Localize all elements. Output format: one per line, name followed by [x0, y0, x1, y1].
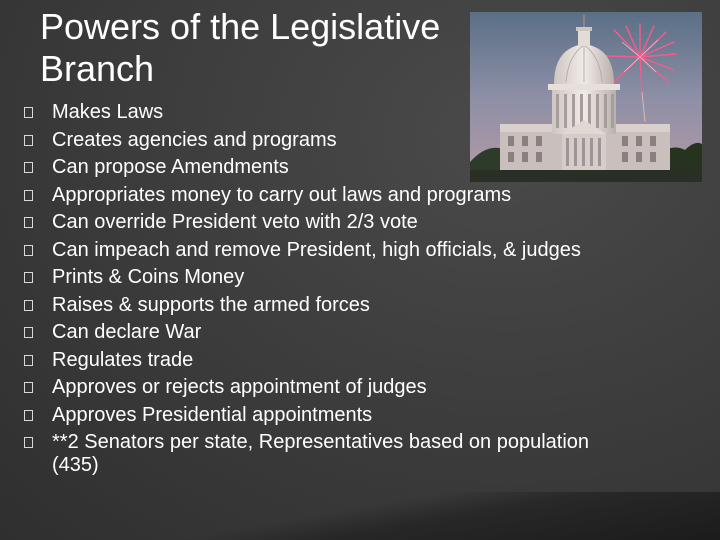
bullet-icon: [24, 327, 33, 338]
list-item: [24, 349, 604, 372]
bullet-text: Creates agencies and programs: [52, 128, 337, 151]
bullet-icon: [24, 272, 33, 283]
bullet-text: Can impeach and remove President, high officials, & judges: [52, 238, 581, 261]
bullet-text: Raises & supports the armed forces: [52, 293, 370, 316]
bullet-icon: [24, 245, 33, 256]
bullet-icon: [24, 217, 33, 228]
bullet-icon: [24, 162, 33, 173]
bullet-list: [24, 101, 604, 476]
bullet-text: Approves Presidential appointments: [52, 403, 373, 426]
bullet-icon: [24, 382, 33, 393]
list-item: [24, 156, 604, 179]
list-item: [24, 376, 604, 399]
bullet-icon: [24, 135, 33, 146]
bullet-text: Approves or rejects appointment of judges: [52, 376, 427, 398]
list-item: [24, 266, 604, 289]
bullet-icon: [24, 107, 33, 118]
list-item: [24, 321, 604, 344]
background-band: [0, 492, 720, 540]
list-item: [24, 211, 604, 234]
bullet-icon: [24, 410, 33, 421]
bullet-text: Appropriates money to carry out laws and programs: [52, 183, 512, 206]
bullet-icon: [24, 190, 33, 201]
list-item: [24, 404, 604, 427]
list-item: [24, 239, 604, 262]
bullet-icon: [24, 300, 33, 311]
bullet-text: Regulates trade: [52, 348, 194, 371]
list-item: [24, 101, 604, 124]
bullet-text: Prints & Coins Money: [52, 266, 245, 288]
bullet-text: Makes Laws: [52, 101, 164, 123]
bullet-text: Can declare War: [52, 321, 202, 343]
bullet-icon: [24, 355, 33, 366]
list-item: [24, 294, 604, 317]
list-item: [24, 129, 604, 152]
bullet-text: Can propose Amendments: [52, 156, 289, 178]
list-item: [24, 184, 604, 207]
list-item: [24, 431, 604, 476]
bullet-text: Can override President veto with 2/3 vote: [52, 211, 418, 233]
bullet-icon: [24, 437, 33, 448]
slide-title: Powers of the Legislative Branch: [40, 6, 441, 89]
bullet-text: **2 Senators per state, Representatives based on population (435): [52, 431, 590, 476]
